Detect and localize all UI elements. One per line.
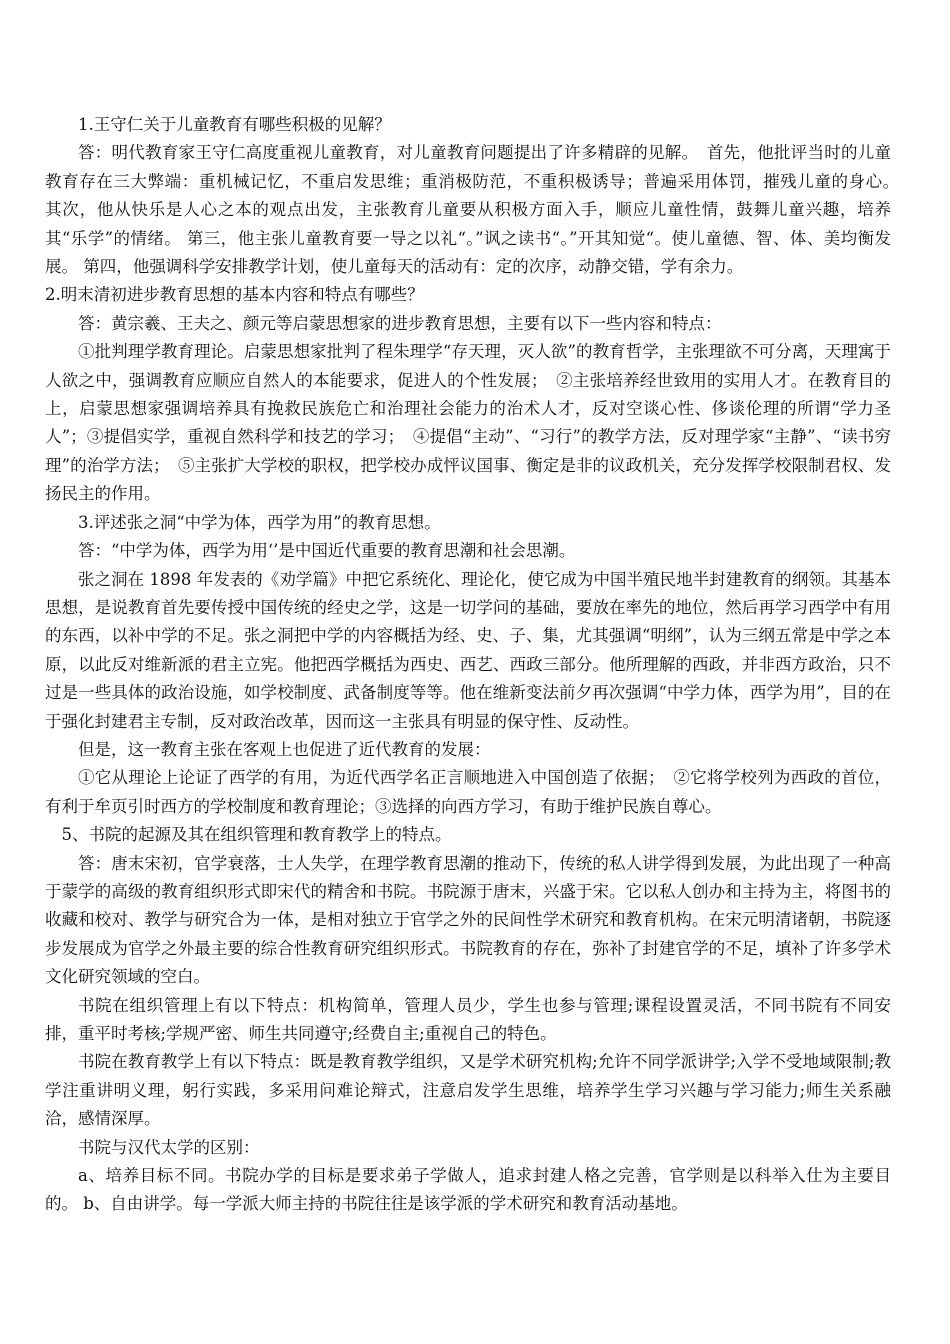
answer-3-however: 但是，这一教育主张在客观上也促进了近代教育的发展： [78, 739, 491, 759]
answer-5-difference-heading: 书院与汉代太学的区别： [78, 1137, 260, 1157]
question-5-heading: 5、书院的起源及其在组织管理和教育教学上的特点。 [61, 825, 452, 845]
answer-3-points: ①它从理论上论证了西学的有用，为近代西学名正言顺地进入中国创造了依据； ②它将学校列为西政的首位，有利于牟页引时西方的学校制度和教育理论；③选择的向西方学习，有助于维护民族自尊心。 [45, 768, 891, 816]
question-3-heading: 3.评述张之洞“中学为体，西学为用”的教育思想。 [78, 512, 441, 532]
question-1-heading: 1.王守仁关于儿童教育有哪些积极的见解？ [78, 115, 391, 134]
answer-2-points: ①批判理学教育理论。启蒙思想家批判了程朱理学“存天理，灭人欲”的教育哲学，主张理欲不可分离，天理寓于人欲之中，强调教育应顺应自然人的本能要求，促进人的个性发展； ②主张培养经世致用的实用人才。在教育目的上，启蒙思想家强调培养具有挽救民族危亡和治理社会能力的治术人才，反对空谈心性、侈谈伦理的所谓“学力圣人”；③提倡实学，重视自然科学和技艺的学习； ④提倡“主动”、“习行”的教学方法，反对理学家“主静”、“读书穷理”的治学方法； ⑤主张扩大学校的职权，把学校办成怦议国事、衡定是非的议政机关，充分发挥学校限制君权、发扬民主的作用。 [45, 342, 891, 504]
answer-1-paragraph: 答：明代教育家王守仁高度重视儿童教育，对儿童教育问题提出了许多精辟的见解。 首先，他批评当时的儿童教育存在三大弊端：重机械记忆，不重启发思维；重消极防范，不重积极诱导；普遍采用体罚，摧残儿童的身心。 其次，他从快乐是人心之本的观点出发，主张教育儿童要从积极方面入手，顺应儿童性情，鼓舞儿童兴趣，培养其“乐学”的情绪。 第三，他主张儿童教育要一导之以礼“。”讽之读书“。”开其知觉“。使儿童德、智、体、美均衡发展。 第四，他强调科学安排教学计划，使儿童每天的活动有：定的次序，动静交错，学有余力。 [45, 143, 908, 277]
answer-5-difference-points: a、培养目标不同。书院办学的目标是要求弟子学做人，追求封建人格之完善，官学则是以科举入仕为主要目的。 b、自由讲学。每一学派大师主持的书院往往是该学派的学术研究和教育活动基地。 [45, 1166, 891, 1214]
document-page [45, 111, 908, 1219]
answer-2-intro: 答：黄宗羲、王夫之、颜元等启蒙思想家的进步教育思想，主要有以下一些内容和特点： [78, 313, 722, 333]
answer-3-intro: 答：“中学为体，西学为用‘’是中国近代重要的教育思潮和社会思潮。 [78, 541, 576, 561]
answer-3-body: 张之洞在 1898 年发表的《劝学篇》中把它系统化、理论化，使它成为中国半殖民地半封建教育的纲领。其基本思想，是说教育首先要传授中国传统的经史之学，这是一切学问的基础，要放在率先的地位，然后再学习西学中有用的东西，以补中学的不足。张之洞把中学的内容概括为经、史、子、集，尤其强调“明纲”，认为三纲五常是中学之本原，以此反对维新派的君主立宪。他把西学概括为西史、西艺、西政三部分。他所理解的西政，并非西方政治，只不过是一些具体的政治设施，如学校制度、武备制度等等。他在维新变法前夕再次强调“中学力体，西学为用”，目的在于强化封建君主专制，反对政治改革，因而这一主张具有明显的保守性、反动性。 [45, 569, 891, 731]
question-2-heading: 2.明末清初进步教育思想的基本内容和特点有哪些？ [45, 285, 424, 305]
answer-5-management: 书院在组织管理上有以下特点：机构简单，管理人员少，学生也参与管理;课程设置灵活，不同书院有不同安排，重平时考核;学规严密、师生共同遵守;经费自主;重视自己的特色。 [45, 995, 891, 1043]
answer-5-origin: 答：唐末宋初，官学衰落，士人失学，在理学教育思潮的推动下，传统的私人讲学得到发展，为此出现了一种高于蒙学的高级的教育组织形式即宋代的精舍和书院。书院源于唐末，兴盛于宋。它以私人创办和主持为主，将图书的收藏和校对、教学与研究合为一体，是相对独立于官学之外的民间性学术研究和教育机构。在宋元明清诸朝，书院逐步发展成为官学之外最主要的综合性教育研究组织形式。书院教育的存在，弥补了封建官学的不足，填补了许多学术文化研究领域的空白。 [45, 853, 891, 987]
answer-5-teaching: 书院在教育教学上有以下特点：既是教育教学组织，又是学术研究机构;允许不同学派讲学;入学不受地域限制;教学注重讲明义理，躬行实践，多采用问难论辩式，注意启发学生思维，培养学生学习兴趣与学习能力;师生关系融洽，感情深厚。 [45, 1052, 891, 1129]
